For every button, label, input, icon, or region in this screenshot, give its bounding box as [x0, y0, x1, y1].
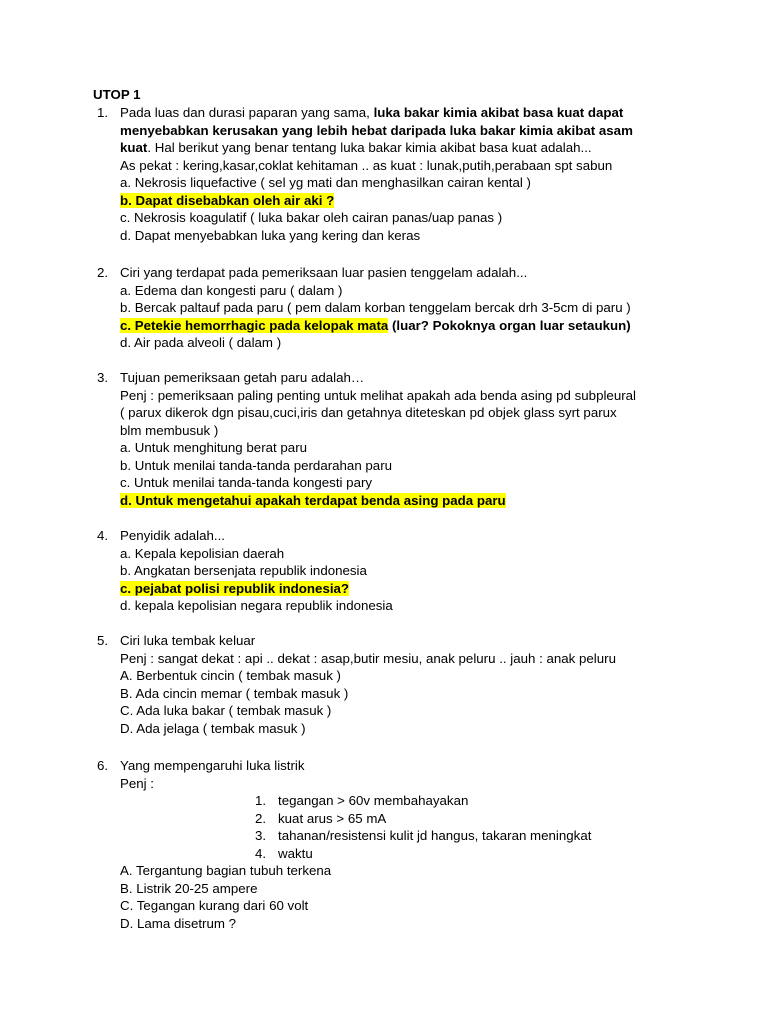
highlighted-answer-text: d. Untuk mengetahui apakah terdapat benda asing pada paru	[120, 492, 506, 508]
question-line	[120, 667, 680, 685]
text-run: d. kepala kepolisian negara republik indonesia	[120, 598, 393, 613]
question-line	[120, 702, 680, 720]
text-run: d. Dapat menyebabkan luka yang kering dan keras	[120, 227, 421, 243]
question-line	[120, 227, 680, 245]
text-run: C. Tegangan kurang dari 60 volt	[120, 898, 309, 913]
text-run: Tujuan pemeriksaan getah paru adalah…	[120, 370, 365, 385]
question-line	[120, 862, 680, 880]
question-body	[120, 757, 680, 932]
text-run: menyebabkan kerusakan yang lebih hebat daripada luka bakar kimia akibat asam	[120, 122, 633, 138]
question-stem	[120, 632, 680, 650]
sub-list-text: tahanan/resistensi kulit jd hangus, takaran meningkat	[278, 828, 592, 843]
text-run: a. Kepala kepolisian daerah	[120, 545, 285, 561]
question-line	[120, 720, 680, 738]
sub-list-text: tegangan > 60v membahayakan	[278, 793, 469, 808]
text-run: As pekat : kering,kasar,coklat kehitaman .. as kuat : lunak,putih,perabaan spt sabun	[120, 157, 613, 173]
question-line	[120, 915, 680, 933]
question-line	[120, 457, 680, 475]
text-run: Penj : pemeriksaan paling penting untuk melihat apakah ada benda asing pd subpleural	[120, 387, 636, 403]
sub-list-number: 4.	[255, 845, 267, 861]
question-line	[120, 174, 680, 192]
answer-option-selected	[120, 580, 680, 598]
text-run: luka bakar kimia akibat basa kuat dapat	[373, 105, 624, 120]
question-line	[120, 282, 680, 300]
question-line	[120, 422, 680, 440]
text-run: c. Untuk menilai tanda-tanda kongesti pary	[120, 475, 373, 490]
question-line	[120, 387, 680, 405]
sub-list-number: 3.	[255, 828, 267, 843]
sub-list-text: kuat arus > 65 mA	[278, 810, 387, 826]
text-run: D. Lama disetrum ?	[120, 915, 237, 931]
question-line	[120, 545, 680, 563]
document-title: UTOP 1	[93, 87, 141, 102]
text-run: ( parux dikerok dgn pisau,cuci,iris dan getahnya diteteskan pd objek glass syrt parux	[120, 405, 617, 420]
question-stem	[120, 104, 680, 122]
text-run: a. Untuk menghitung berat paru	[120, 440, 308, 455]
text-run: d. Air pada alveoli ( dalam )	[120, 335, 282, 350]
sub-list-item	[120, 792, 680, 810]
text-run: b. Bercak paltauf pada paru ( pem dalam korban tenggelam bercak drh 3-5cm di paru )	[120, 300, 631, 315]
text-run: Ciri luka tembak keluar	[120, 633, 256, 648]
question-line	[120, 650, 680, 668]
text-run: Yang mempengaruhi luka listrik	[120, 758, 305, 773]
text-run: Penj : sangat dekat : api .. dekat : asap,butir mesiu, anak peluru .. jauh : anak peluru	[120, 650, 616, 666]
question-line	[120, 562, 680, 580]
sub-list-item	[120, 845, 680, 863]
text-run: C. Ada luka bakar ( tembak masuk )	[120, 703, 332, 718]
text-run: (luar? Pokoknya organ luar setaukun)	[388, 317, 631, 333]
question-number: 1.	[97, 105, 109, 120]
text-run: . Hal berikut yang benar tentang luka bakar kimia akibat basa kuat adalah...	[147, 140, 592, 155]
highlighted-answer-text: c. pejabat polisi republik indonesia?	[120, 580, 350, 596]
question-body	[120, 632, 680, 737]
sub-list-text: waktu	[278, 845, 313, 861]
question-body	[120, 369, 680, 509]
question-line	[120, 334, 680, 352]
sub-list-item	[120, 810, 680, 828]
question-number: 5.	[97, 633, 109, 648]
question-line	[120, 474, 680, 492]
answer-option-selected	[120, 192, 680, 210]
text-run: Ciri yang terdapat pada pemeriksaan luar pasien tenggelam adalah...	[120, 265, 528, 280]
text-run: D. Ada jelaga ( tembak masuk )	[120, 720, 306, 736]
question-stem	[120, 527, 680, 545]
question-line	[120, 157, 680, 175]
text-run: A. Tergantung bagian tubuh terkena	[120, 863, 332, 878]
question-line	[120, 775, 680, 793]
question-stem	[120, 264, 680, 282]
text-run: c. Nekrosis koagulatif ( luka bakar oleh cairan panas/uap panas )	[120, 210, 503, 225]
text-run: blm membusuk )	[120, 422, 219, 438]
sub-list-item	[120, 827, 680, 845]
question-line	[120, 597, 680, 615]
question-body	[120, 104, 680, 244]
sub-list-number: 1.	[255, 793, 267, 808]
text-run: a. Nekrosis liquefactive ( sel yg mati dan menghasilkan cairan kental )	[120, 175, 531, 190]
sub-list-number: 2.	[255, 810, 267, 826]
question-number: 6.	[97, 758, 109, 773]
answer-option-selected	[120, 492, 680, 510]
text-run: Pada luas dan durasi paparan yang sama,	[120, 105, 374, 120]
question-line	[120, 209, 680, 227]
answer-option-selected	[120, 317, 680, 335]
question-line	[120, 439, 680, 457]
text-run: kuat	[120, 140, 148, 155]
question-number: 4.	[97, 528, 109, 543]
text-run: b. Angkatan bersenjata republik indonesia	[120, 563, 367, 578]
question-line	[120, 897, 680, 915]
text-run: Penj :	[120, 775, 155, 791]
question-body	[120, 264, 680, 352]
question-stem	[120, 757, 680, 775]
highlighted-answer-text: b. Dapat disebabkan oleh air aki ?	[120, 192, 335, 208]
question-line	[120, 122, 680, 140]
question-number: 2.	[97, 265, 109, 280]
question-line	[120, 404, 680, 422]
text-run: a. Edema dan kongesti paru ( dalam )	[120, 282, 343, 298]
question-line	[120, 685, 680, 703]
highlighted-answer-text: c. Petekie hemorrhagic pada kelopak mata	[120, 317, 389, 333]
question-line	[120, 299, 680, 317]
question-stem	[120, 369, 680, 387]
text-run: b. Untuk menilai tanda-tanda perdarahan paru	[120, 457, 393, 473]
question-body	[120, 527, 680, 615]
text-run: Penyidik adalah...	[120, 528, 225, 543]
question-number: 3.	[97, 370, 109, 385]
question-line	[120, 139, 680, 157]
text-run: A. Berbentuk cincin ( tembak masuk )	[120, 668, 341, 683]
text-run: B. Ada cincin memar ( tembak masuk )	[120, 685, 349, 701]
question-line	[120, 880, 680, 898]
text-run: B. Listrik 20-25 ampere	[120, 880, 258, 896]
